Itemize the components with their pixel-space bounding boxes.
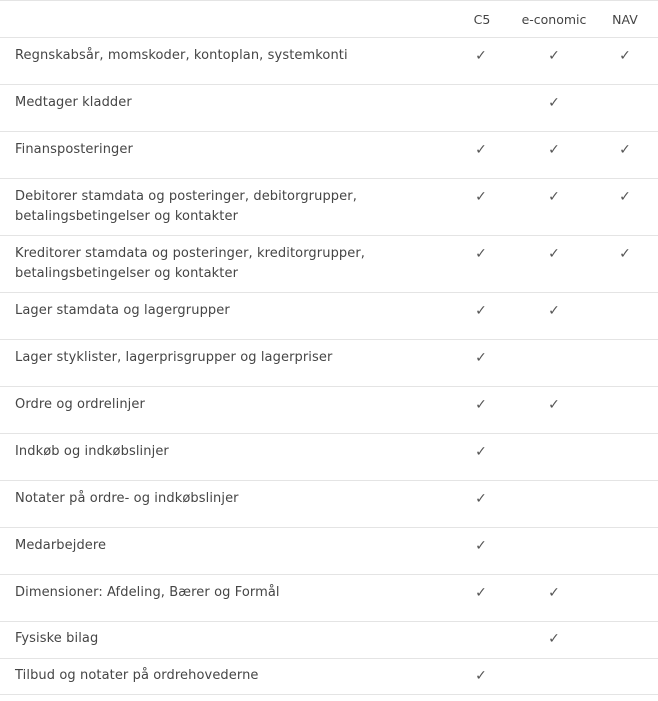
row-label: Notater på ordre- og indkøbslinjer <box>15 491 239 506</box>
table-row <box>0 574 658 621</box>
row-label: Medtager kladder <box>15 95 132 110</box>
table-row <box>0 84 658 131</box>
check-e-conomic-icon: ✓ <box>548 246 560 262</box>
check-c5-icon: ✓ <box>475 538 487 554</box>
row-label: Medarbejdere <box>15 538 107 553</box>
table-row <box>0 658 658 695</box>
header-nav: NAV <box>612 12 638 27</box>
row-label: Debitorer stamdata og posteringer, debitorgrupper, betalingsbetingelser og kontakter <box>15 189 357 224</box>
table-row <box>0 480 658 527</box>
check-c5-icon: ✓ <box>475 668 487 684</box>
row-label: Kreditorer stamdata og posteringer, kreditorgrupper, betalingsbetingelser og kontakter <box>15 246 366 281</box>
row-label: Indkøb og indkøbslinjer <box>15 444 169 459</box>
check-c5-icon: ✓ <box>475 350 487 366</box>
check-nav-icon: ✓ <box>619 246 631 262</box>
row-label: Dimensioner: Afdeling, Bærer og Formål <box>15 585 280 600</box>
row-label: Fysiske bilag <box>15 631 99 646</box>
table-row <box>0 37 658 84</box>
check-c5-icon: ✓ <box>475 444 487 460</box>
table-row <box>0 131 658 178</box>
check-e-conomic-icon: ✓ <box>548 142 560 158</box>
row-label: Ordre og ordrelinjer <box>15 397 145 412</box>
table-row <box>0 527 658 574</box>
header-e-conomic: e-conomic <box>521 12 587 27</box>
table-row <box>0 292 658 339</box>
check-e-conomic-icon: ✓ <box>548 95 560 111</box>
check-nav-icon: ✓ <box>619 48 631 64</box>
header-row <box>0 0 658 37</box>
check-e-conomic-icon: ✓ <box>548 48 560 64</box>
header-c5: C5 <box>473 12 491 27</box>
row-label: Lager stamdata og lagergrupper <box>15 303 230 318</box>
check-nav-icon: ✓ <box>619 189 631 205</box>
row-label: Finansposteringer <box>15 142 133 157</box>
check-c5-icon: ✓ <box>475 397 487 413</box>
check-c5-icon: ✓ <box>475 189 487 205</box>
check-e-conomic-icon: ✓ <box>548 631 560 647</box>
check-e-conomic-icon: ✓ <box>548 397 560 413</box>
check-c5-icon: ✓ <box>475 246 487 262</box>
check-c5-icon: ✓ <box>475 48 487 64</box>
check-c5-icon: ✓ <box>475 585 487 601</box>
check-c5-icon: ✓ <box>475 142 487 158</box>
check-e-conomic-icon: ✓ <box>548 585 560 601</box>
row-label: Tilbud og notater på ordrehovederne <box>15 668 259 683</box>
check-c5-icon: ✓ <box>475 303 487 319</box>
row-label: Lager styklister, lagerprisgrupper og lagerpriser <box>15 350 333 365</box>
check-nav-icon: ✓ <box>619 142 631 158</box>
table-row <box>0 178 658 235</box>
check-c5-icon: ✓ <box>475 491 487 507</box>
row-label: Regnskabsår, momskoder, kontoplan, systemkonti <box>15 48 348 63</box>
check-e-conomic-icon: ✓ <box>548 189 560 205</box>
table-row <box>0 433 658 480</box>
table-row <box>0 339 658 386</box>
table-row <box>0 386 658 433</box>
table-row <box>0 621 658 658</box>
table-row <box>0 235 658 292</box>
check-e-conomic-icon: ✓ <box>548 303 560 319</box>
